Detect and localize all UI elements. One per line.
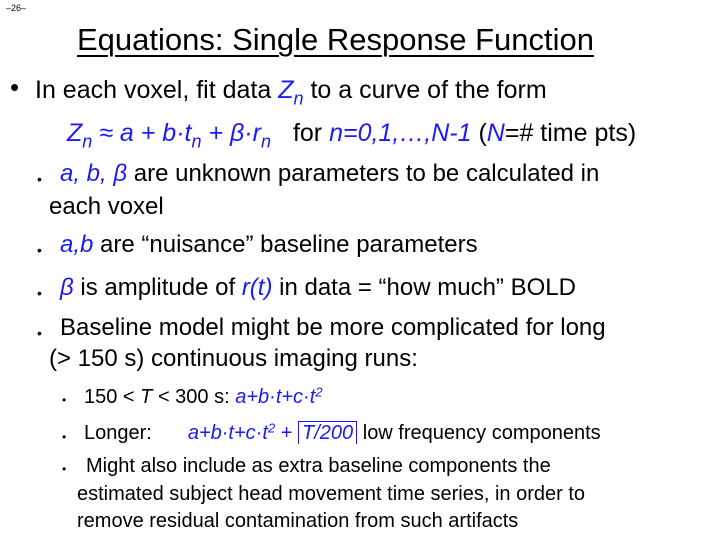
bullet-dot: • xyxy=(37,325,42,341)
ceiling-term: T/200 xyxy=(298,421,357,444)
bullet-head-movement-cont2: remove residual contamination from such artifacts xyxy=(77,510,519,532)
bullet-dot: • xyxy=(62,462,67,476)
index-range: n=0,1,…,N-1 xyxy=(329,119,472,147)
bullet-amplitude: β is amplitude of r(t) in data = “how much” BOLD xyxy=(60,274,576,301)
bullet-fit-data xyxy=(35,76,547,109)
page-number: –26– xyxy=(6,3,27,13)
bullet-nuisance: a,b are “nuisance” baseline parameters xyxy=(60,231,478,258)
bullet-unknown-params: a, b, β are unknown parameters to be calculated in xyxy=(60,160,600,187)
bullet-baseline-model-cont: (> 150 s) continuous imaging runs: xyxy=(49,345,418,372)
params: a,b xyxy=(60,231,94,258)
bullet-dot: • xyxy=(62,393,67,407)
longer-formula: $a+b\cdot t+c\cdot t^2$ xyxy=(187,420,276,444)
var-z: $Z_n$ xyxy=(278,76,304,109)
bullet-dot: • xyxy=(10,72,20,102)
params: a, b, β xyxy=(60,160,128,187)
bullet-dot: • xyxy=(37,285,42,301)
bullet-head-movement-cont1: estimated subject head movement time series, in order to xyxy=(77,483,586,505)
var-n: N xyxy=(486,119,505,147)
slide-title: Equations: Single Response Function xyxy=(77,22,594,57)
text: to a curve of the form xyxy=(303,76,547,104)
model-equation: $Z_n \approx a + b\cdot t_n + \beta\cdot r_n$ for n=0,1,…,N-1 (N=# time pts) xyxy=(67,119,637,152)
equation-formula: $Z_n \approx a + b\cdot t_n + \beta\cdot r_n$ xyxy=(67,119,271,152)
text: In each voxel, fit data xyxy=(35,76,279,104)
quadratic-formula: $a+b\cdot t+c\cdot t^2$ xyxy=(235,384,323,408)
bullet-baseline-model: Baseline model might be more complicated for long xyxy=(60,314,606,341)
bullet-dot: • xyxy=(62,430,67,444)
bullet-dot: • xyxy=(37,242,42,258)
beta: β xyxy=(60,274,74,301)
text: for xyxy=(292,119,330,147)
bullet-longer: Longer: $a+b\cdot t+c\cdot t^2 + T/200$ low frequency components xyxy=(84,420,601,444)
bullet-unknown-params-cont: each voxel xyxy=(49,193,164,220)
response-function: r(t) xyxy=(241,274,273,301)
bullet-quadratic: 150 < T < 300 s: $a+b\cdot t+c\cdot t^2$ xyxy=(84,384,323,408)
bullet-dot: • xyxy=(37,171,42,187)
bullet-head-movement: Might also include as extra baseline components the xyxy=(86,455,551,477)
